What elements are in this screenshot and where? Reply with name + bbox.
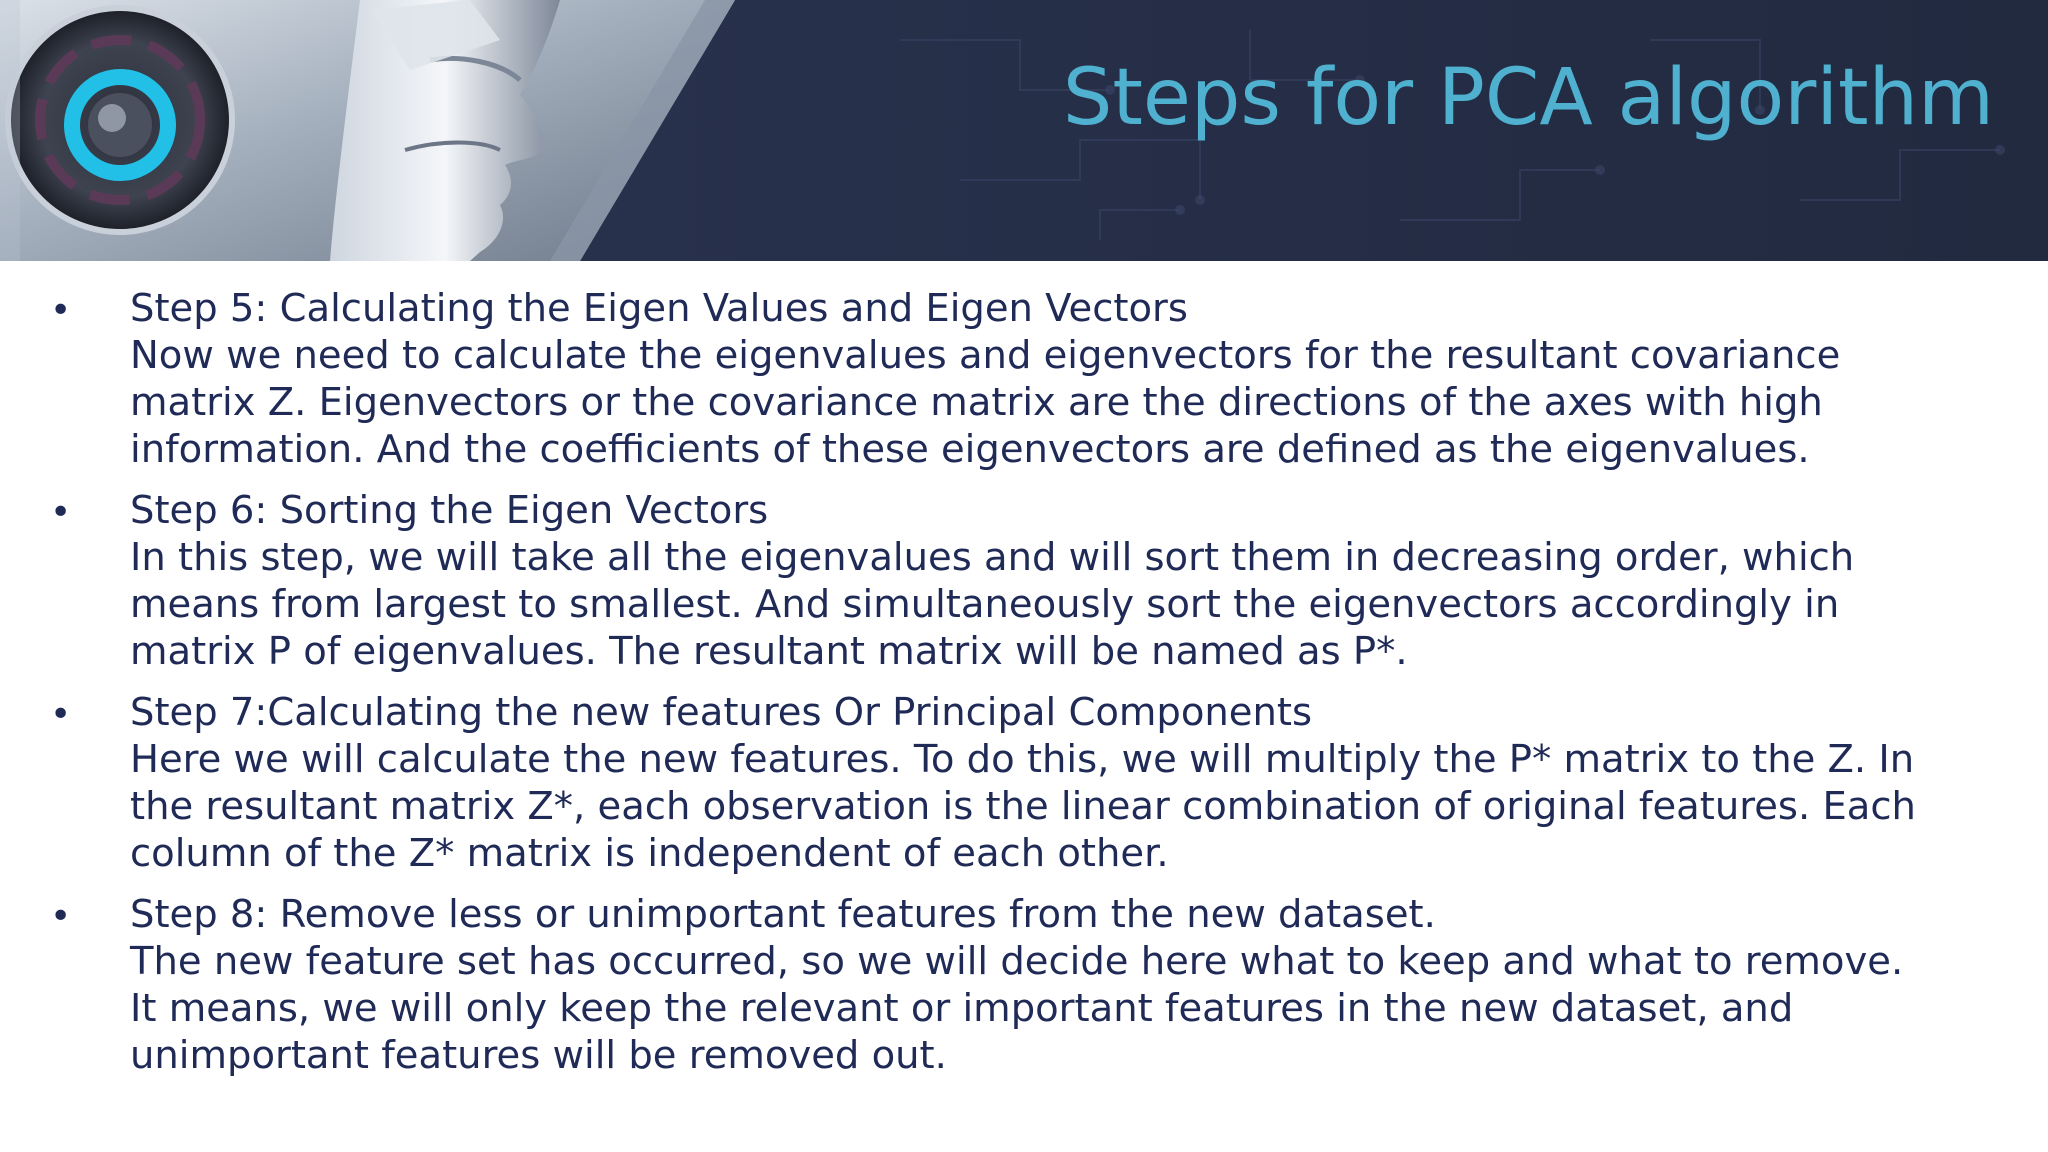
step-body: Here we will calculate the new features. To do this, we will multiply the P* matrix to the Z. In the resultant matrix Z*, each observation is the linear combination of original features. Each column of the Z* matrix is independent of each other. <box>130 737 1916 876</box>
header-banner <box>0 0 2048 261</box>
step-heading: Step 5: Calculating the Eigen Values and Eigen Vectors <box>130 286 1188 331</box>
step-list <box>0 285 2048 1093</box>
slide-title: Steps for PCA algorithm <box>1062 53 1994 143</box>
bullet-icon: • <box>50 492 72 533</box>
step-text <box>130 891 2010 1079</box>
bullet-icon: • <box>50 694 72 735</box>
step-text <box>130 487 2010 675</box>
step-heading: Step 6: Sorting the Eigen Vectors <box>130 488 769 533</box>
step-item-6 <box>0 487 2048 675</box>
step-item-8 <box>0 891 2048 1079</box>
step-heading: Step 8: Remove less or unimportant features from the new dataset. <box>130 892 1436 937</box>
robot-head-icon <box>0 0 760 261</box>
step-heading: Step 7:Calculating the new features Or Principal Components <box>130 690 1313 735</box>
step-body: Now we need to calculate the eigenvalues and eigenvectors for the resultant covariance matrix Z. Eigenvectors or the covariance matrix are the directions of the axes with high information. And the coefficients of these eigenvectors are defined as the eigenvalues. <box>130 333 1841 472</box>
step-text <box>130 285 2010 473</box>
step-text <box>130 689 2010 877</box>
step-body: In this step, we will take all the eigenvalues and will sort them in decreasing order, which means from largest to smallest. And simultaneously sort the eigenvectors accordingly in matrix P of eigenvalues. The resultant matrix will be named as P*. <box>130 535 1855 674</box>
step-item-7 <box>0 689 2048 877</box>
bullet-icon: • <box>50 896 72 937</box>
bullet-icon: • <box>50 290 72 331</box>
step-item-5 <box>0 285 2048 473</box>
step-body: The new feature set has occurred, so we will decide here what to keep and what to remove. It means, we will only keep the relevant or important features in the new dataset, and unimportant features will be removed out. <box>130 939 1904 1078</box>
